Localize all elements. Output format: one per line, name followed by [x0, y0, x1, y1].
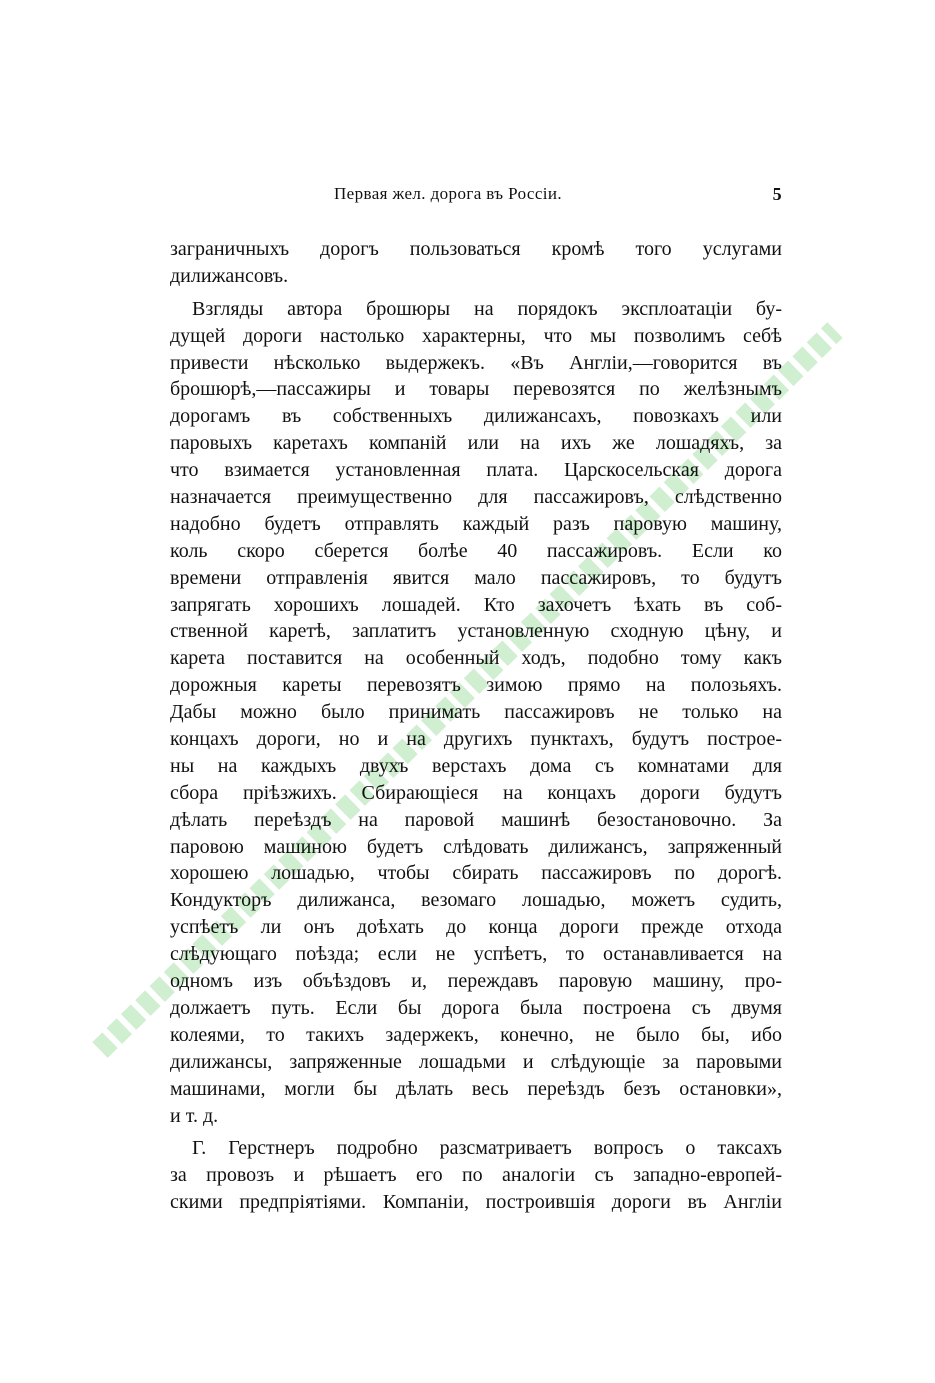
- text-line: Г. Герстнеръ подробно разсматриваетъ вопросъ о таксахъ: [192, 1137, 782, 1160]
- text-line: времени отправленія явится мало пассажировъ, то будутъ: [170, 566, 782, 589]
- text-line: дилижансовъ.: [170, 264, 289, 287]
- text-line: что взимается установленная плата. Царскосельская дорога: [170, 459, 782, 482]
- text-line: концахъ дороги, но и на другихъ пунктахъ, будутъ построе-: [170, 728, 782, 751]
- text-line: успѣетъ ли онъ доѣхать до конца дороги прежде отхода: [170, 916, 782, 939]
- text-line: скими предпріятіями. Компаніи, построившія дороги въ Англіи: [170, 1191, 782, 1214]
- text-line: коль скоро сберется болѣе 40 пассажировъ. Если ко: [170, 539, 782, 562]
- text-line: Взгляды автора брошюры на порядокъ эксплоатаціи бу-: [192, 297, 782, 320]
- text-line: дорогамъ въ собственныхъ дилижансахъ, повозкахъ или: [170, 405, 782, 428]
- text-line: паровою машиною будетъ слѣдовать дилижансъ, запряженный: [170, 835, 782, 858]
- text-line: паровыхъ каретахъ компаній или на ихъ же лошадяхъ, за: [170, 432, 782, 455]
- text-line: надобно будетъ отправлять каждый разъ паровую машину,: [170, 512, 782, 535]
- text-line: привести нѣсколько выдержекъ. «Въ Англіи,—говорится въ: [170, 351, 782, 374]
- text-line: запрягать хорошихъ лошадей. Кто захочетъ ѣхать въ соб-: [170, 593, 782, 616]
- text-line: карета поставится на особенный ходъ, подобно тому какъ: [170, 647, 782, 670]
- text-line: ны на каждыхъ двухъ верстахъ дома съ комнатами для: [170, 754, 782, 777]
- text-line: Кондукторъ дилижанса, везомаго лошадью, можетъ судить,: [170, 889, 782, 912]
- text-line: заграничныхъ дорогъ пользоваться кромѣ того услугами: [170, 238, 782, 260]
- text-line: назначается преимущественно для пассажировъ, слѣдственно: [170, 486, 782, 509]
- running-header: [170, 184, 782, 210]
- text-line: одномъ изъ объѣздовъ и, переждавъ паровую машину, про-: [170, 970, 782, 993]
- text-line: слѣдующаго поѣзда; если не успѣетъ, то останавливается на: [170, 943, 782, 966]
- text-line: Дабы можно было принимать пассажировъ не только на: [170, 701, 782, 724]
- text-line: дилижансы, запряженные лошадьми и слѣдующіе за паровыми: [170, 1050, 782, 1073]
- text-line: дѣлать переѣздъ на паровой машинѣ безостановочно. За: [170, 808, 782, 831]
- body-text: [170, 236, 782, 1216]
- running-title: Первая жел. дорога въ Россіи.: [334, 184, 563, 203]
- text-line: брошюрѣ,—пассажиры и товары перевозятся по желѣзнымъ: [170, 378, 782, 401]
- text-line: дорожныя кареты перевозятъ зимою прямо на полозьяхъ.: [170, 674, 782, 697]
- text-line: сбора пріѣзжихъ. Сбирающіеся на концахъ дороги будутъ: [170, 781, 782, 804]
- text-line: за провозъ и рѣшаетъ его по аналогіи съ западно-европей-: [170, 1164, 782, 1187]
- text-line: хорошею лошадью, чтобы сбирать пассажировъ по дорогѣ.: [170, 862, 782, 885]
- text-line: колеями, то такихъ задержекъ, конечно, не было бы, ибо: [170, 1023, 782, 1046]
- text-line: дущей дороги настолько характерны, что мы позволимъ себѣ: [170, 324, 782, 347]
- page-number: 5: [772, 184, 782, 204]
- text-line: машинами, могли бы дѣлать весь переѣздъ безъ остановки»,: [170, 1077, 782, 1100]
- text-line: должаетъ путь. Если бы дорога была построена съ двумя: [170, 996, 782, 1019]
- text-line: и т. д.: [170, 1104, 219, 1127]
- text-line: ственной каретѣ, заплатитъ установленную сходную цѣну, и: [170, 620, 782, 643]
